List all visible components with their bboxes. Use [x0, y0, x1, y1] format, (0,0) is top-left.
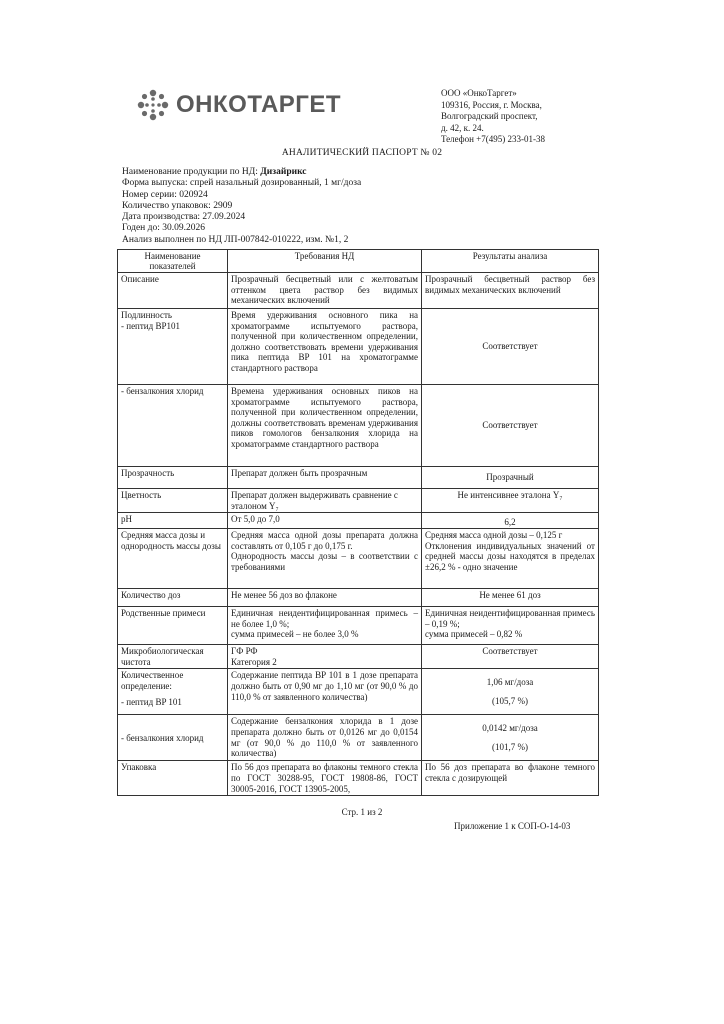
table-header-row: [118, 250, 599, 273]
company-address: [441, 88, 545, 146]
package-count: Количество упаковок: 2909: [122, 200, 233, 211]
series-number: Номер серии: 020924: [122, 189, 208, 200]
row-result: Прозрачный бесцветный раствор без видимых механических включений: [422, 273, 599, 309]
row-indicator: pH: [118, 513, 228, 529]
table-row: [118, 467, 599, 489]
row-requirement: Содержание пептида BP 101 в 1 дозе препарата должно быть от 0,90 мг до 1,10 мг (от 90,0 % до 110,0 % от заявленного количества): [228, 669, 422, 715]
result-part: сумма примесей – 0,82 %: [425, 629, 523, 640]
row-requirement: [228, 607, 422, 645]
requirement-part: Категория 2: [231, 656, 277, 667]
result-part: (105,7 %): [492, 695, 528, 706]
release-form: Форма выпуска: спрей назальный дозированный, 1 мг/доза: [122, 178, 362, 189]
row-indicator: Микробиологическая чистота: [118, 645, 228, 669]
row-indicator: Средняя масса дозы и однородность массы дозы: [118, 529, 228, 589]
row-indicator: Упаковка: [118, 761, 228, 796]
table-row: [118, 761, 599, 796]
row-requirement: Препарат должен выдерживать сравнение с эталоном Y₇: [228, 489, 422, 513]
row-result: Соответствует: [422, 645, 599, 669]
logo-text: ОНКОТАРГЕТ: [176, 91, 342, 118]
dots-flower-icon: [136, 88, 170, 122]
company-logo: [136, 88, 341, 122]
row-requirement: Прозрачный бесцветный или с желтоватым оттенком цвета раствор без видимых механических включений: [228, 273, 422, 309]
header-requirements: Требования НД: [228, 250, 422, 273]
indicator-sub: - пептид BP 101: [121, 696, 182, 707]
result-part: Средняя масса одной дозы – 0,125 г: [425, 530, 563, 541]
row-requirement: По 56 доз препарата во флаконы темного стекла по ГОСТ 30288-95, ГОСТ 19808-86, ГОСТ 30005-2016, ГОСТ 13905-2005,: [228, 761, 422, 796]
table-row: [118, 645, 599, 669]
address-line: ООО «ОнкоТаргет»: [441, 88, 517, 98]
table-row: [118, 309, 599, 385]
expiry-date: Годен до: 30.09.2026: [122, 223, 205, 234]
table-row: [118, 385, 599, 467]
analysis-table: [117, 249, 599, 796]
result-part: 0,0142 мг/доза: [482, 723, 538, 734]
product-label: Наименование продукции по НД:: [122, 167, 258, 177]
analysis-standard: Анализ выполнен по НД ЛП-007842-010222, изм. №1, 2: [122, 234, 349, 245]
row-indicator: [118, 669, 228, 715]
row-result: Прозрачный: [422, 467, 599, 489]
row-requirement: Содержание бензалкония хлорида в 1 дозе препарата должно быть от 0,0126 мг до 0,0154 мг (от 90,0 % до 110,0 % от заявленного количества): [228, 715, 422, 761]
requirement-part: Единичная неидентифицированная примесь – не более 1,0 %;: [231, 608, 418, 629]
header-results: Результаты анализа: [422, 250, 599, 273]
document-title: АНАЛИТИЧЕСКИЙ ПАСПОРТ № 02: [281, 148, 443, 158]
table-row: [118, 715, 599, 761]
row-result: 6,2: [422, 513, 599, 529]
table-row: [118, 607, 599, 645]
row-requirement: Времена удерживания основных пиков на хроматограмме испытуемого раствора, полученной при количественном определении, должны соответствовать временам удерживания пиков гомологов бензалкония хлорида на хроматограмме стандартного раствора: [228, 385, 422, 467]
row-indicator: [118, 309, 228, 385]
product-name-line: [122, 167, 361, 178]
row-requirement: Время удерживания основного пика на хроматограмме испытуемого раствора, полученной при количественном определении, должно соответствовать времени удерживания пика пептида BP 101 на хроматограмме стандартного раствора: [228, 309, 422, 385]
row-indicator: - бензалкония хлорид: [118, 715, 228, 761]
page-number: Стр. 1 из 2: [341, 807, 383, 817]
row-result: Соответствует: [422, 309, 599, 385]
row-indicator: Количество доз: [118, 589, 228, 607]
row-requirement: Не менее 56 доз во флаконе: [228, 589, 422, 607]
row-indicator: - бензалкония хлорид: [118, 385, 228, 467]
row-result: [422, 715, 599, 761]
result-part: 1,06 мг/доза: [486, 677, 534, 688]
row-indicator: Цветность: [118, 489, 228, 513]
row-result: Соответствует: [422, 385, 599, 467]
indicator-sub: - пептид BP101: [121, 320, 180, 331]
appendix-note: Приложение 1 к СОП-О-14-03: [454, 821, 571, 831]
result-part: Единичная неидентифицированная примесь – 0,19 %;: [425, 608, 595, 629]
result-part: (101,7 %): [492, 741, 528, 752]
header-indicator: Наименование показателей: [118, 250, 228, 273]
requirement-part: Средняя масса одной дозы препарата должна составлять от 0,105 г до 0,175 г.: [231, 530, 418, 551]
requirement-part: сумма примесей – не более 3,0 %: [231, 629, 359, 640]
row-result: Не менее 61 доз: [422, 589, 599, 607]
requirement-part: ГФ РФ: [231, 646, 258, 657]
production-date: Дата производства: 27.09.2024: [122, 212, 246, 223]
row-result: По 56 доз препарата во флаконе темного стекла с дозирующей: [422, 761, 599, 796]
table-row: [118, 513, 599, 529]
indicator-title: Подлинность: [121, 310, 173, 320]
product-meta: [122, 167, 361, 246]
row-requirement: От 5,0 до 7,0: [228, 513, 422, 529]
table-row: [118, 529, 599, 589]
row-requirement: [228, 645, 422, 669]
result-part: Отклонения индивидуальных значений от средней массы дозы находятся в пределах ±26,2 % - одно значение: [425, 540, 595, 572]
row-result: [422, 529, 599, 589]
address-line: 109316, Россия, г. Москва,: [441, 99, 542, 110]
table-row: [118, 273, 599, 309]
product-value: Дизайрикс: [260, 167, 307, 177]
row-requirement: Препарат должен быть прозрачным: [228, 467, 422, 489]
table-row: [118, 669, 599, 715]
row-indicator: Прозрачность: [118, 467, 228, 489]
address-line: Волгоградский проспект,: [441, 111, 538, 122]
row-indicator: Описание: [118, 273, 228, 309]
indicator-title: Количественное определение:: [121, 670, 184, 691]
address-line: Телефон +7(495) 233-01-38: [441, 134, 545, 145]
row-requirement: [228, 529, 422, 589]
row-indicator: Родственные примеси: [118, 607, 228, 645]
row-result: [422, 607, 599, 645]
table-row: [118, 489, 599, 513]
requirement-part: Однородность массы дозы – в соответствии с требованиями: [231, 551, 418, 572]
row-result: Не интенсивнее эталона Y₇: [422, 489, 599, 513]
address-line: д. 42, к. 24.: [441, 122, 484, 133]
row-result: [422, 669, 599, 715]
table-row: [118, 589, 599, 607]
